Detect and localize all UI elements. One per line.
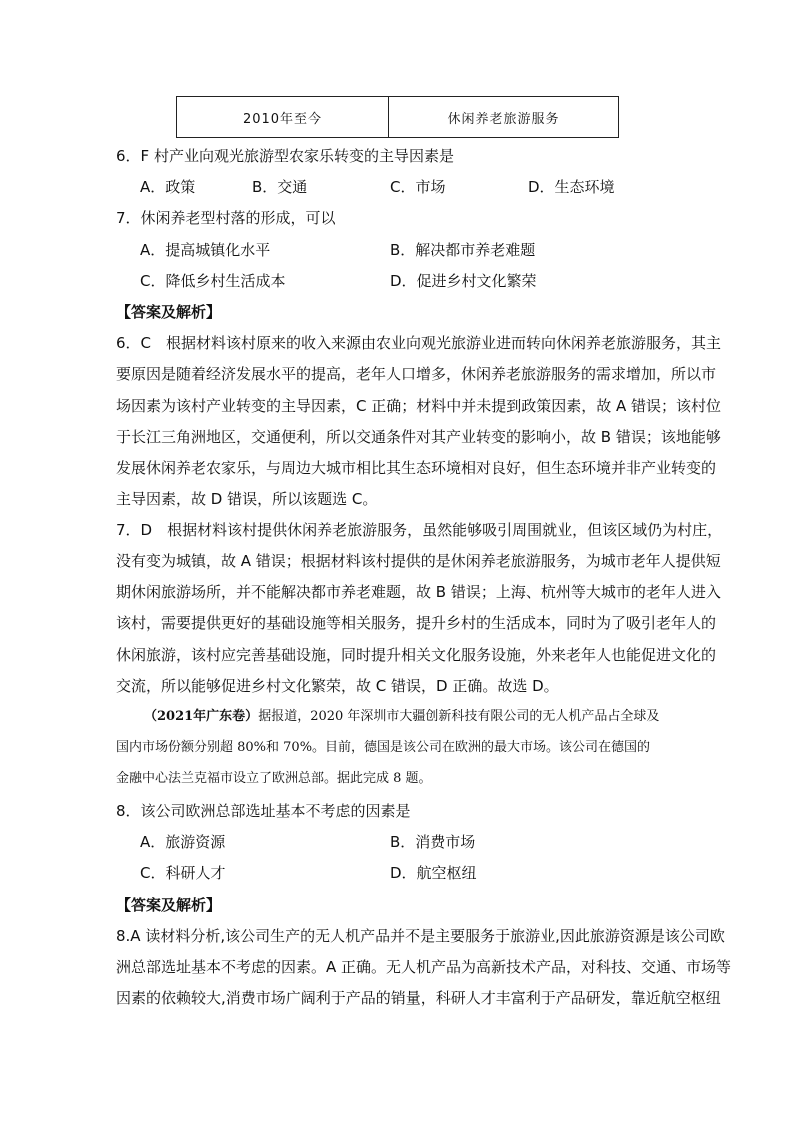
explanation-6-line: 6．C 根据材料该村原来的收入来源由农业向观光旅游业进而转向休闲养老旅游服务，其主 bbox=[116, 334, 722, 352]
explanation-8-line: 因素的依赖较大,消费市场广阔利于产品的销量，科研人才丰富利于产品研发，靠近航空枢纽 bbox=[116, 989, 721, 1007]
material-line: 据报道，2020 年深圳市大疆创新科技有限公司的无人机产品占全球及 bbox=[258, 709, 660, 724]
question-7-stem: 7．休闲养老型村落的形成，可以 bbox=[116, 209, 336, 227]
q6-option-a: A．政策 bbox=[140, 178, 196, 196]
q8-option-a: A．旅游资源 bbox=[140, 833, 226, 851]
explanation-7-line: 期休闲旅游场所，并不能解决都市养老难题，故 B 错误；上海、杭州等大城市的老年人进入 bbox=[116, 583, 721, 601]
table-cell-service: 休闲养老旅游服务 bbox=[389, 97, 619, 138]
explanation-8-line: 洲总部选址基本不考虑的因素。A 正确。无人机产品为高新技术产品，对科技、交通、市场等 bbox=[116, 958, 732, 976]
q8-option-d: D．航空枢纽 bbox=[390, 864, 477, 882]
material-line: 金融中心法兰克福市设立了欧洲总部。据此完成 8 题。 bbox=[116, 771, 432, 786]
explanation-8-line: 8.A 读材料分析,该公司生产的无人机产品并不是主要服务于旅游业,因此旅游资源是该公司欧 bbox=[116, 927, 725, 945]
question-8-stem: 8．该公司欧洲总部选址基本不考虑的因素是 bbox=[116, 802, 411, 820]
explanation-6-line: 主导因素，故 D 错误，所以该题选 C。 bbox=[116, 490, 378, 508]
q7-option-c: C．降低乡村生活成本 bbox=[140, 272, 286, 290]
q6-option-b: B．交通 bbox=[252, 178, 308, 196]
table-cell-period: 2010年至今 bbox=[177, 97, 389, 138]
q7-option-d: D．促进乡村文化繁荣 bbox=[390, 272, 537, 290]
answer-heading: 【答案及解析】 bbox=[116, 303, 222, 321]
q6-option-d: D．生态环境 bbox=[528, 178, 615, 196]
table-row bbox=[177, 97, 619, 138]
q7-option-b: B．解决都市养老难题 bbox=[390, 241, 536, 259]
q8-option-c: C．科研人才 bbox=[140, 864, 226, 882]
explanation-7-line: 该村，需要提供更好的基础设施等相关服务，提升乡村的生活成本，同时为了吸引老年人的 bbox=[116, 614, 717, 632]
explanation-7-line: 没有变为城镇，故 A 错误；根据材料该村提供的是休闲养老旅游服务，为城市老年人提供短 bbox=[116, 552, 721, 570]
q7-option-a: A．提高城镇化水平 bbox=[140, 241, 271, 259]
q8-option-b: B．消费市场 bbox=[390, 833, 476, 851]
period-table bbox=[176, 96, 619, 138]
explanation-6-line: 要原因是随着经济发展水平的提高，老年人口增多，休闲养老旅游服务的需求增加，所以市 bbox=[116, 365, 717, 383]
explanation-6-line: 于长江三角洲地区，交通便利，所以交通条件对其产业转变的影响小，故 B 错误；该地能够 bbox=[116, 428, 721, 446]
material-source: （2021年广东卷） bbox=[144, 709, 259, 724]
explanation-6-line: 发展休闲养老农家乐，与周边大城市相比其生态环境相对良好，但生态环境并非产业转变的 bbox=[116, 459, 717, 477]
answer-heading: 【答案及解析】 bbox=[116, 896, 222, 914]
q6-option-c: C．市场 bbox=[390, 178, 446, 196]
material-line: 国内市场份额分别超 80%和 70%。目前，德国是该公司在欧洲的最大市场。该公司在德国的 bbox=[116, 740, 651, 755]
question-6-stem: 6．F 村产业向观光旅游型农家乐转变的主导因素是 bbox=[116, 147, 454, 165]
explanation-7-line: 休闲旅游，该村应完善基础设施，同时提升相关文化服务设施，外来老年人也能促进文化的 bbox=[116, 646, 717, 664]
explanation-7-line: 交流，所以能够促进乡村文化繁荣，故 C 错误，D 正确。故选 D。 bbox=[116, 677, 559, 695]
explanation-6-line: 场因素为该村产业转变的主导因素，C 正确；材料中并未提到政策因素，故 A 错误；该村位 bbox=[116, 397, 722, 415]
material-paragraph bbox=[144, 708, 659, 726]
explanation-7-line: 7．D 根据材料该村提供休闲养老旅游服务，虽然能够吸引周围就业，但该区域仍为村庄， bbox=[116, 521, 723, 539]
